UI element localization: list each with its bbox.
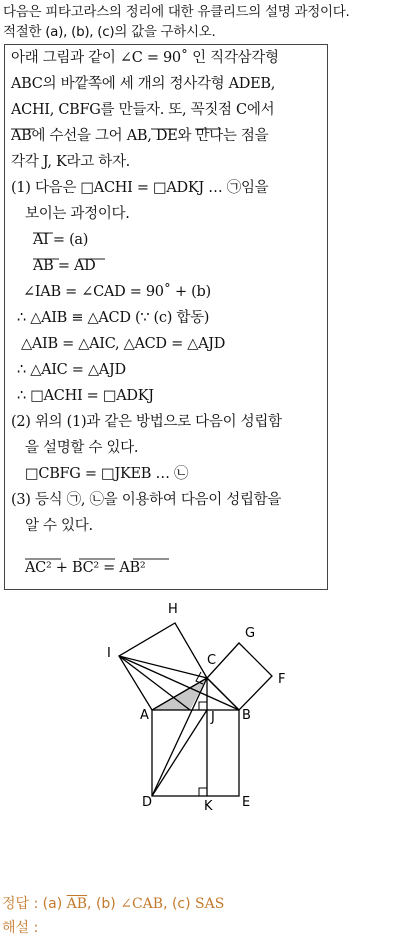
label-J: J [211, 710, 215, 725]
box-line: AI = (a) [33, 232, 89, 248]
question-line-2: 적절한 (a), (b), (c)의 값을 구하시오. [3, 24, 216, 40]
label-C: C [207, 653, 217, 668]
label-D: D [142, 795, 153, 810]
right-angle-K [199, 788, 207, 796]
explanation-label: 해설 : [2, 920, 39, 936]
label-B: B [242, 708, 251, 723]
segment-DJ [152, 710, 207, 796]
box-line: ∠IAB = ∠CAD = 90˚ + (b) [23, 284, 211, 300]
box-line: 각각 J, K라고 하자. [11, 154, 130, 170]
box-line: 보이는 과정이다. [25, 206, 130, 222]
answer-b-value: ∠CAB [120, 896, 164, 912]
question-line-1: 다음은 피타고라스의 정리에 대한 유클리드의 설명 과정이다. [3, 4, 350, 20]
box-line: ABC의 바깥쪽에 세 개의 정사각형 ADEB, [11, 76, 276, 92]
answer-b-tag: (b) [95, 896, 116, 912]
box-line: ACHI, CBFG를 만들자. 또, 꼭짓점 C에서 [11, 102, 275, 118]
label-K: K [204, 799, 213, 814]
box-line: (1) 다음은 □ACHI = □ADKJ … ㉠임을 [11, 180, 269, 196]
box-line: ∴ △AIC = △AJD [17, 362, 126, 378]
box-line: AB = AD [33, 258, 96, 274]
label-A: A [140, 708, 149, 723]
box-line: 을 설명할 수 있다. [25, 440, 139, 456]
box-line: 아래 그림과 같이 ∠C = 90˚ 인 직각삼각형 [11, 50, 279, 66]
box-line: (3) 등식 ㉠, ㉡을 이용하여 다음이 성립함을 [11, 492, 282, 508]
box-line: □CBFG = □JKEB … ㉡ [25, 466, 189, 482]
answer-c-tag: (c) [171, 896, 191, 912]
box-line: AB에 수선을 그어 AB, DE와 만나는 점을 [11, 128, 269, 144]
label-H: H [168, 602, 178, 617]
box-line: 알 수 있다. [25, 518, 93, 534]
right-angle-J [199, 702, 207, 710]
box-line: ∴ □ACHI = □ADKJ [17, 388, 154, 404]
box-line: ∴ △AIB ≡ △ACD (∵ (c) 합동) [17, 310, 210, 326]
answer-c-value: SAS [195, 896, 225, 912]
square-ADEB [152, 710, 239, 796]
label-F: F [278, 672, 286, 687]
answer-line: 정답 : (a) $\overline{AB}$, (b) ∠CAB, (c) SAS [2, 896, 225, 912]
answer-a-tag: (a) [42, 896, 63, 912]
box-line: △AIB = △AIC, △ACD = △AJD [21, 336, 226, 352]
segment-IC [119, 656, 207, 678]
answer-a-value: $\overline{AB}$ [66, 896, 88, 912]
answer-label: 정답 : [2, 896, 39, 912]
box-line: (2) 위의 (1)과 같은 방법으로 다음이 성립함 [11, 414, 282, 430]
label-I: I [107, 646, 111, 661]
box-line: AC² + BC² = AB² [25, 560, 146, 576]
label-E: E [242, 795, 251, 810]
label-G: G [245, 626, 256, 641]
